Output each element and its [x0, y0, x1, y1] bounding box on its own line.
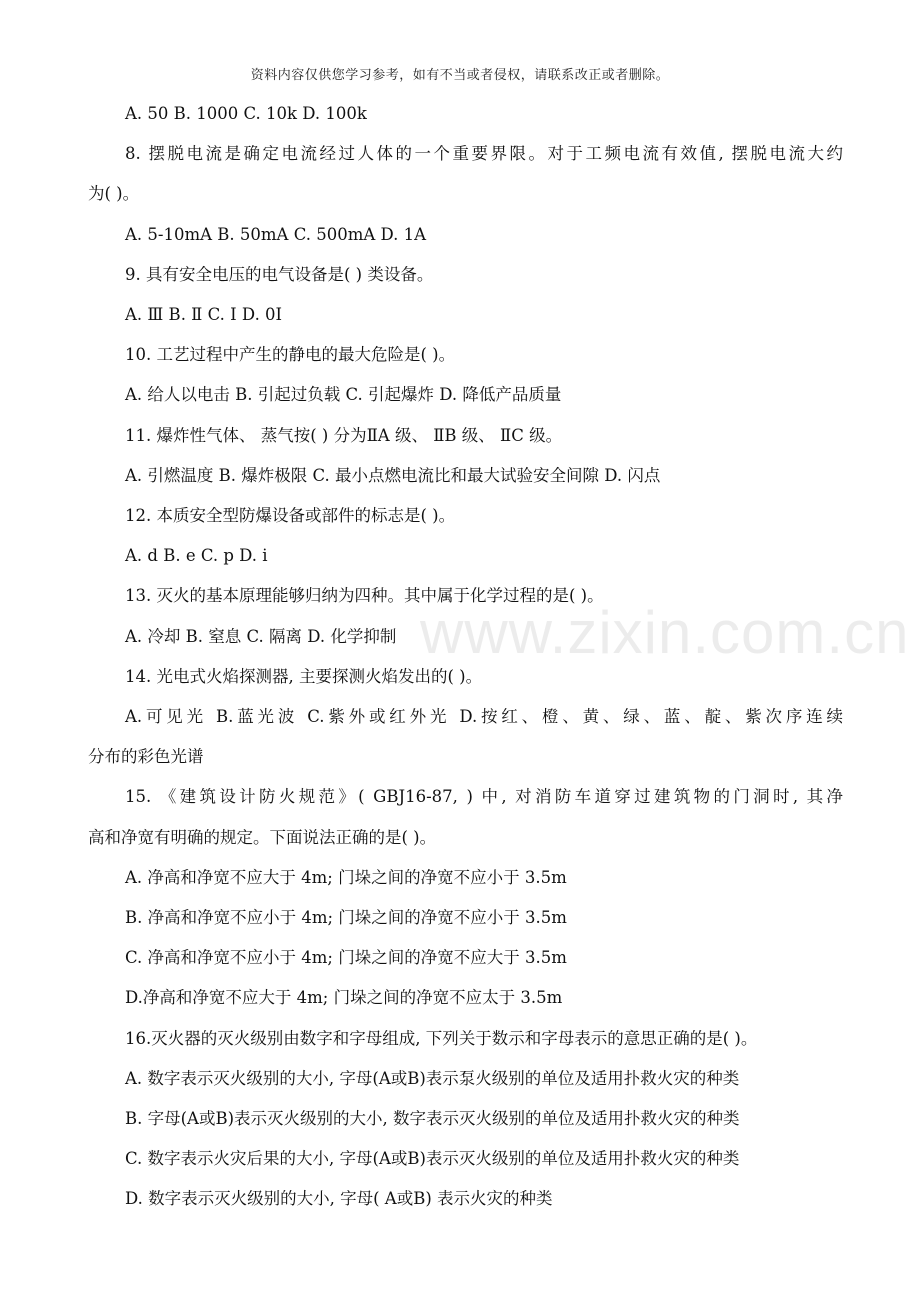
answer-options-q9: A. Ⅲ B. Ⅱ C. I D. 0I: [125, 305, 283, 325]
answer-option-q15-d: D.净高和净宽不应大于 4m; 门垛之间的净宽不应太于 3.5m: [125, 988, 563, 1008]
watermark: www.zixin.com.cn: [420, 599, 910, 666]
answer-options-q7: A. 50 B. 1000 C. 10k D. 100k: [125, 104, 367, 123]
question-8-continued: 为( )。: [88, 184, 140, 204]
answer-options-q10: A. 给人以电击 B. 引起过负载 C. 引起爆炸 D. 降低产品质量: [125, 385, 562, 405]
question-15-continued: 高和净宽有明确的规定。下面说法正确的是( )。: [88, 827, 437, 847]
question-8: 8. 摆脱电流是确定电流经过人体的一个重要界限。对于工频电流有效值, 摆脱电流大约: [125, 144, 843, 164]
question-12: 12. 本质安全型防爆设备或部件的标志是( )。: [125, 506, 456, 526]
question-14: 14. 光电式火焰探测器, 主要探测火焰发出的( )。: [125, 666, 483, 686]
answer-option-q16-a: A. 数字表示灭火级别的大小, 字母(A或B)表示泵火级别的单位及适用扑救火灾的种类: [125, 1068, 740, 1088]
question-13: 13. 灭火的基本原理能够归纳为四种。其中属于化学过程的是( )。: [125, 586, 604, 606]
copyright-notice: 资料内容仅供您学习参考，如有不当或者侵权，请联系改正或者删除。: [250, 68, 670, 83]
answer-option-q15-c: C. 净高和净宽不应小于 4m; 门垛之间的净宽不应大于 3.5m: [125, 948, 567, 968]
answer-options-q8: A. 5-10mA B. 50mA C. 500mA D. 1A: [125, 224, 427, 244]
answer-option-q16-d: D. 数字表示灭火级别的大小, 字母( A或B) 表示火灾的种类: [125, 1189, 553, 1209]
answer-options-q14-continued: 分布的彩色光谱: [88, 747, 204, 767]
question-9: 9. 具有安全电压的电气设备是( ) 类设备。: [125, 264, 434, 284]
question-10: 10. 工艺过程中产生的静电的最大危险是( )。: [125, 345, 456, 365]
question-content: [88, 94, 843, 1220]
answer-option-q16-b: B. 字母(A或B)表示灭火级别的大小, 数字表示灭火级别的单位及适用扑救火灾的种类: [125, 1109, 740, 1129]
answer-options-q14: A.可见光 B.蓝光波 C.紫外或红外光 D.按红、橙、黄、绿、蓝、靛、紫次序连续: [125, 707, 843, 727]
answer-options-q13: A. 冷却 B. 窒息 C. 隔离 D. 化学抑制: [125, 626, 397, 646]
answer-options-q11: A. 引燃温度 B. 爆炸极限 C. 最小点燃电流比和最大试验安全间隙 D. 闪点: [125, 465, 661, 485]
answer-option-q15-b: B. 净高和净宽不应小于 4m; 门垛之间的净宽不应小于 3.5m: [125, 908, 567, 928]
question-16: 16.灭火器的灭火级别由数字和字母组成, 下列关于数示和字母表示的意思正确的是( )。: [125, 1028, 758, 1048]
answer-options-q12: A. d B. e C. p D. i: [125, 546, 268, 566]
question-15: 15. 《建筑设计防火规范》( GBJ16-87, ) 中, 对消防车道穿过建筑物的门洞时, 其净: [125, 787, 843, 807]
question-11: 11. 爆炸性气体、 蒸气按( ) 分为ⅡA 级、 ⅡB 级、 ⅡC 级。: [125, 425, 563, 445]
answer-option-q16-c: C. 数字表示火灾后果的大小, 字母(A或B)表示灭火级别的单位及适用扑救火灾的种类: [125, 1149, 740, 1169]
answer-option-q15-a: A. 净高和净宽不应大于 4m; 门垛之间的净宽不应小于 3.5m: [125, 867, 567, 887]
